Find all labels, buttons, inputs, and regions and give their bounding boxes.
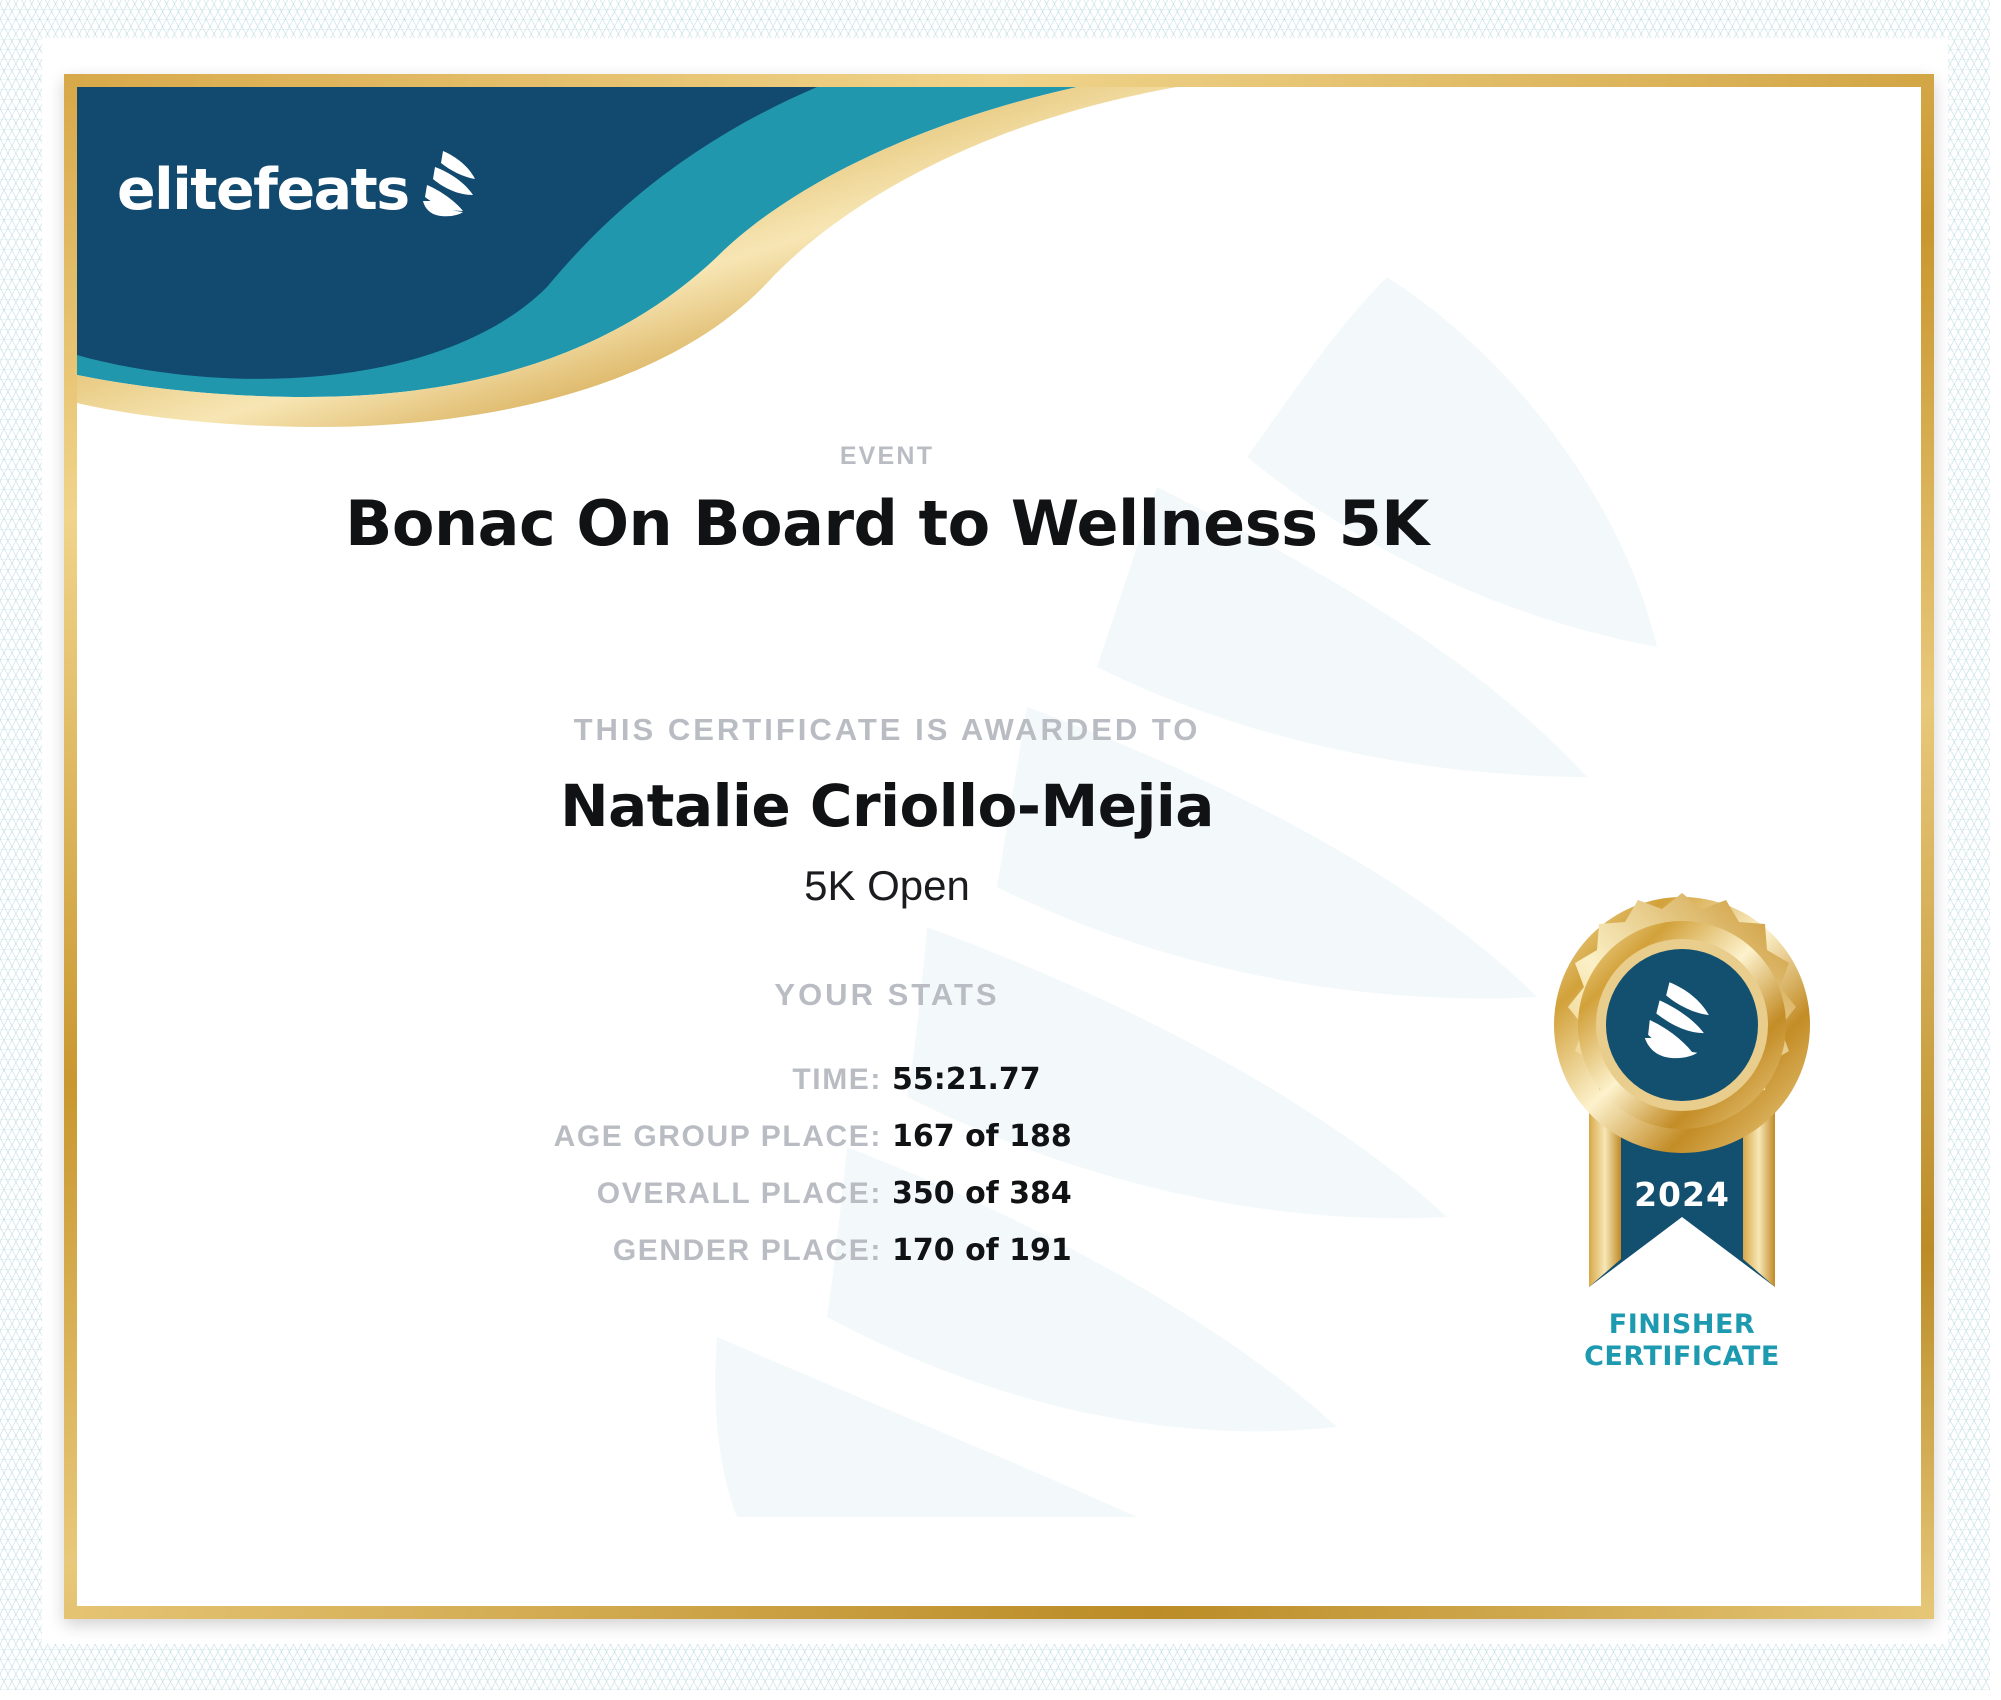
brand-logo-text: elitefeats [117, 157, 409, 223]
certificate-canvas [77, 87, 1921, 1606]
stat-label-age-group-place: AGE GROUP PLACE: [553, 1120, 882, 1153]
recipient-name: Natalie Criollo-Mejia [560, 772, 1214, 840]
division-name: 5K Open [804, 862, 970, 909]
finisher-caption [1517, 1309, 1847, 1373]
awarded-to-label: THIS CERTIFICATE IS AWARDED TO [573, 712, 1201, 747]
finisher-caption-line2: CERTIFICATE [1584, 1340, 1780, 1372]
event-name: Bonac On Board to Wellness 5K [345, 487, 1429, 560]
stat-row-gender-place [77, 1233, 1697, 1290]
stat-row-overall-place [77, 1176, 1697, 1233]
stat-row-time [77, 1062, 1697, 1119]
stat-value-gender-place: 170 of 191 [892, 1233, 1072, 1268]
event-label: EVENT [839, 442, 935, 470]
winged-foot-medal-icon [1517, 887, 1847, 1307]
stat-label-time: TIME: [792, 1063, 882, 1096]
stat-value-age-group-place: 167 of 188 [892, 1119, 1072, 1154]
stat-value-time: 55:21.77 [892, 1062, 1041, 1097]
stat-label-gender-place: GENDER PLACE: [612, 1234, 882, 1267]
medal-year: 2024 [1634, 1175, 1730, 1214]
brand-logo [117, 145, 479, 223]
winged-foot-icon [413, 145, 479, 219]
stat-row-age-group-place [77, 1119, 1697, 1176]
stat-value-overall-place: 350 of 384 [892, 1176, 1072, 1211]
your-stats-label: YOUR STATS [774, 977, 1000, 1012]
finisher-caption-line1: FINISHER [1608, 1309, 1756, 1340]
stat-label-overall-place: OVERALL PLACE: [596, 1177, 882, 1210]
header-banner-art [77, 87, 1177, 427]
stats-list [77, 1062, 1697, 1290]
